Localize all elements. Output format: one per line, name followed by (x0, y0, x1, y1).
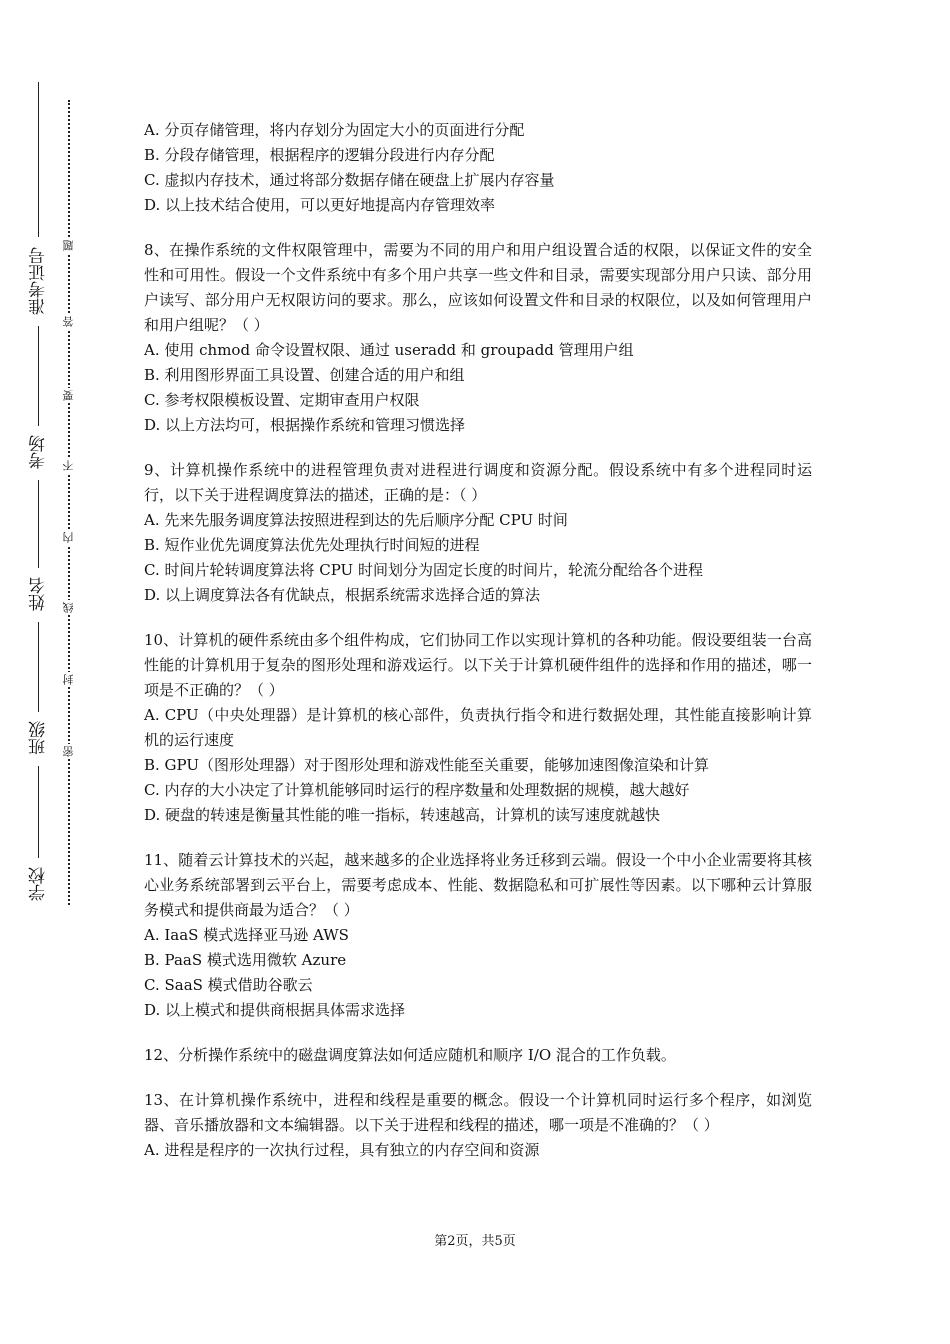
label-class: 班级 (29, 721, 49, 755)
option-line: A. 分页存储管理，将内存划分为固定大小的页面进行分配 (144, 121, 525, 139)
seal-char: 密 (60, 744, 78, 759)
seal-char: 不 (60, 458, 78, 473)
seal-dotted-line (68, 100, 70, 905)
margin-rule (38, 326, 39, 426)
seal-char: 要 (60, 388, 78, 403)
question-11 (144, 848, 812, 1023)
question-10 (144, 628, 812, 828)
seal-char: 内 (60, 530, 78, 545)
question-stem: 12、分析操作系统中的磁盘调度算法如何适应随机和顺序 I/O 混合的工作负载。 (144, 1046, 676, 1064)
question-stem: 10、计算机的硬件系统由多个组件构成，它们协同工作以实现计算机的各种功能。假设要组装一台高性能的计算机用于复杂的图形处理和游戏运行。以下关于计算机硬件组件的选择和作用的描述，哪一项是不正确的？（ ） (144, 631, 812, 699)
question-stem: 11、随着云计算技术的兴起，越来越多的企业选择将业务迁移到云端。假设一个中小企业需要将其核心业务系统部署到云平台上，需要考虑成本、性能、数据隐私和可扩展性等因素。以下哪种云计算服务模式和提供商最为适合？（ ） (144, 851, 812, 919)
option-line: B. 分段存储管理，根据程序的逻辑分段进行内存分配 (144, 146, 495, 164)
page-footer: 第2页，共5页 (434, 1234, 516, 1249)
option-line: A. CPU（中央处理器）是计算机的核心部件，负责执行指令和进行数据处理，其性能直接影响计算机的运行速度 (144, 706, 812, 749)
label-exam-number: 准考证号 (29, 247, 49, 315)
question-7-options (144, 118, 812, 218)
label-school: 学校 (29, 867, 49, 901)
option-line: A. IaaS 模式选择亚马逊 AWS (144, 926, 349, 944)
seal-char: 答 (60, 314, 78, 329)
question-13 (144, 1088, 812, 1163)
seal-char: 线 (60, 600, 78, 615)
question-9 (144, 458, 812, 608)
option-line: C. 虚拟内存技术，通过将部分数据存储在硬盘上扩展内存容量 (144, 171, 555, 189)
option-line: B. GPU（图形处理器）对于图形处理和游戏性能至关重要，能够加速图像渲染和计算 (144, 756, 710, 774)
option-line: C. 内存的大小决定了计算机能够同时运行的程序数量和处理数据的规模，越大越好 (144, 781, 690, 799)
option-line: D. 以上方法均可，根据操作系统和管理习惯选择 (144, 416, 466, 434)
question-stem: 13、在计算机操作系统中，进程和线程是重要的概念。假设一个计算机同时运行多个程序，如浏览器、音乐播放器和文本编辑器。以下关于进程和线程的描述，哪一项是不准确的？（ ） (144, 1091, 812, 1134)
question-content (144, 118, 812, 1183)
option-line: D. 以上模式和提供商根据具体需求选择 (144, 1001, 406, 1019)
question-stem: 8、在操作系统的文件权限管理中，需要为不同的用户和用户组设置合适的权限，以保证文件的安全性和可用性。假设一个文件系统中有多个用户共享一些文件和目录，需要实现部分用户只读、部分用户读写、部分用户无权限访问的要求。那么，应该如何设置文件和目录的权限位，以及如何管理用户和用户组呢？（ ） (144, 241, 812, 334)
question-stem: 9、计算机操作系统中的进程管理负责对进程进行调度和资源分配。假设系统中有多个进程同时运行，以下关于进程调度算法的描述，正确的是：（ ） (144, 461, 812, 504)
option-line: D. 以上调度算法各有优缺点，根据系统需求选择合适的算法 (144, 586, 541, 604)
margin-rule (38, 622, 39, 712)
margin-rule (38, 82, 39, 237)
option-line: C. SaaS 模式借助谷歌云 (144, 976, 313, 994)
option-line: C. 时间片轮转调度算法将 CPU 时间划分为固定长度的时间片，轮流分配给各个进程 (144, 561, 703, 579)
option-line: A. 进程是程序的一次执行过程，具有独立的内存空间和资源 (144, 1141, 540, 1159)
question-8 (144, 238, 812, 438)
option-line: B. 利用图形界面工具设置、创建合适的用户和组 (144, 366, 465, 384)
option-line: A. 使用 chmod 命令设置权限、通过 useradd 和 groupadd 管理用户组 (144, 341, 634, 359)
option-line: D. 以上技术结合使用，可以更好地提高内存管理效率 (144, 196, 496, 214)
option-line: B. 短作业优先调度算法优先处理执行时间短的进程 (144, 536, 480, 554)
option-line: C. 参考权限模板设置、定期审查用户权限 (144, 391, 420, 409)
option-line: A. 先来先服务调度算法按照进程到达的先后顺序分配 CPU 时间 (144, 511, 568, 529)
option-line: D. 硬盘的转速是衡量其性能的唯一指标，转速越高，计算机的读写速度就越快 (144, 806, 661, 824)
margin-rule (38, 480, 39, 568)
seal-char: 题 (60, 238, 78, 253)
label-name: 姓名 (29, 577, 49, 611)
question-12 (144, 1043, 812, 1068)
seal-char: 封 (60, 672, 78, 687)
label-exam-room: 考场 (29, 435, 49, 469)
margin-rule (38, 766, 39, 858)
option-line: B. PaaS 模式选用微软 Azure (144, 951, 347, 969)
